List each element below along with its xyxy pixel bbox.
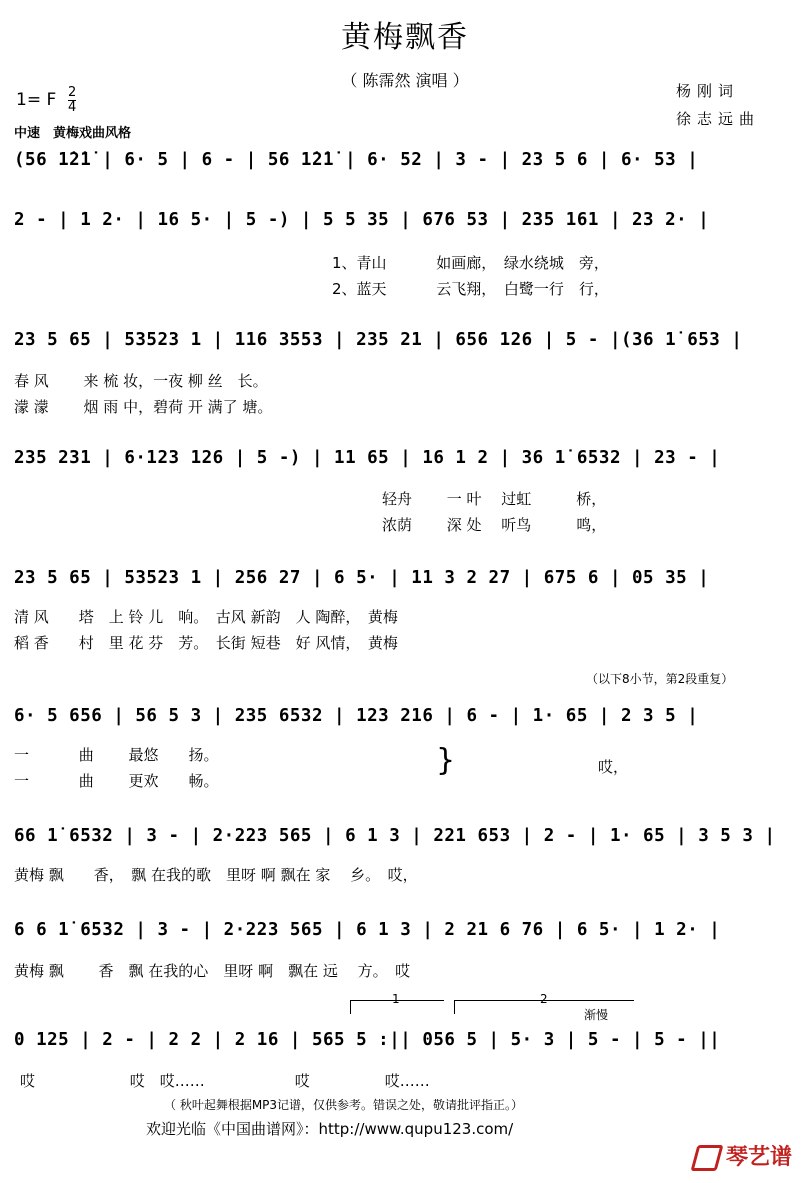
score-row-6: 6· 5 656 | 56 5 3 | 235 6532 | 123 216 | 6 - | 1· 65 | 2 3 5 | (14, 706, 699, 726)
volta-2-start (454, 1000, 455, 1014)
volta-1-start (350, 1000, 351, 1014)
volta-1-label: 1 (392, 992, 400, 1006)
volta-2-label: 2 (540, 992, 548, 1006)
lyric-row-3-verse-1: 春 风 来 梳 妆，一夜 柳 丝 长。 (14, 372, 268, 390)
time-top: 2 (68, 85, 77, 100)
lyric-row-5-verse-1: 清 风 塔 上 铃 儿 响。 古风 新韵 人 陶醉， 黄梅 (14, 608, 398, 626)
time-bottom: 4 (68, 100, 77, 115)
lyric-row-5-verse-2: 稻 香 村 里 花 芬 芳。 长街 短巷 好 风情， 黄梅 (14, 634, 398, 652)
verse-brace: } (436, 743, 456, 778)
lyric-row-4-verse-2: 浓荫 深 处 听鸟 鸣， (382, 516, 607, 534)
repeat-note: （以下8小节，第2段重复） (586, 672, 734, 686)
ritard-marking: 渐慢 (584, 1008, 609, 1022)
lyric-row-3-verse-2: 濛 濛 烟 雨 中，碧荷 开 满了 塘。 (14, 398, 273, 416)
score-row-1: (56 1̇2̇1̇ | 6· 5 | 6 - | 56 1̇2̇1̇ | 6· 52 | 3 - | 23 5 6 | 6· 53 | (14, 150, 699, 170)
lyric-row-7: 黄梅 飘 香， 飘 在我的歌 里呀 啊 飘在 家 乡。 哎， (14, 866, 418, 884)
transcription-note: （ 秋叶起舞根据MP3记谱，仅供参考。错误之处，敬请批评指正。） (164, 1098, 524, 1112)
logo-icon (691, 1145, 724, 1171)
key-signature: 1= F (16, 90, 57, 110)
score-row-8: 6 6 1̇ 6532 | 3 - | 2·223 565 | 6 1 3 | 2 21 6 76 | 6 5· | 1 2· | (14, 920, 721, 940)
logo-text: 琴艺谱 (725, 1145, 792, 1170)
lyric-row-2-verse-1: 1、青山 如画廊， 绿水绕城 旁， (332, 254, 609, 272)
singer-line: （ 陈霈然 演唱 ） (341, 71, 469, 90)
lyricist: 杨刚词 (676, 82, 740, 100)
score-row-9: 0 125 | 2 - | 2 2 | 2 16 | 565 5 :|| 056 5 | 5· 3 | 5 - | 5 - || (14, 1030, 721, 1050)
site-logo (679, 1115, 792, 1171)
lyric-row-2-verse-2: 2、蓝天 云飞翔， 白鹭一行 行， (332, 280, 609, 298)
lyric-row-6-verse-1: 一 曲 最悠 扬。 (14, 746, 219, 764)
lyric-row-9: 哎 哎 哎…… 哎 哎…… (20, 1072, 430, 1090)
score-row-5: 23 5 65 | 53523 1 | 256 27 | 6 5· | 11 3 2 27 | 675 6 | 05 35 | (14, 568, 710, 588)
tempo-marking: 中速 黄梅戏曲风格 (14, 126, 132, 141)
composer: 徐志远曲 (676, 110, 761, 128)
lyric-row-6-verse-2: 一 曲 更欢 畅。 (14, 772, 219, 790)
score-row-3: 23 5 65 | 53523 1 | 116 3553 | 235 21 | 656 126 | 5 - |(36 1̇ 653 | (14, 330, 743, 350)
page-title: 黄梅飘香 (341, 20, 469, 55)
score-row-4: 235 231 | 6·123 126 | 5 -) | 11 65 | 16 1 2 | 36 1̇ 6532 | 23 - | (14, 448, 721, 468)
time-signature (68, 86, 76, 115)
welcome-link[interactable]: 欢迎光临《中国曲谱网》：http://www.qupu123.com/ (146, 1120, 514, 1138)
score-row-7: 66 1̇ 6532 | 3 - | 2·223 565 | 6 1 3 | 221 653 | 2 - | 1· 65 | 3 5 3 | (14, 826, 776, 846)
score-row-2: 2 - | 1 2· | 16 5· | 5 -) | 5 5 35 | 676 53 | 235 161 | 23 2· | (14, 210, 710, 230)
lyric-row-8: 黄梅 飘 香 飘 在我的心 里呀 啊 飘在 远 方。 哎 (14, 962, 411, 980)
side-word-ai: 哎， (598, 758, 629, 776)
lyric-row-4-verse-1: 轻舟 一 叶 过虹 桥， (382, 490, 607, 508)
